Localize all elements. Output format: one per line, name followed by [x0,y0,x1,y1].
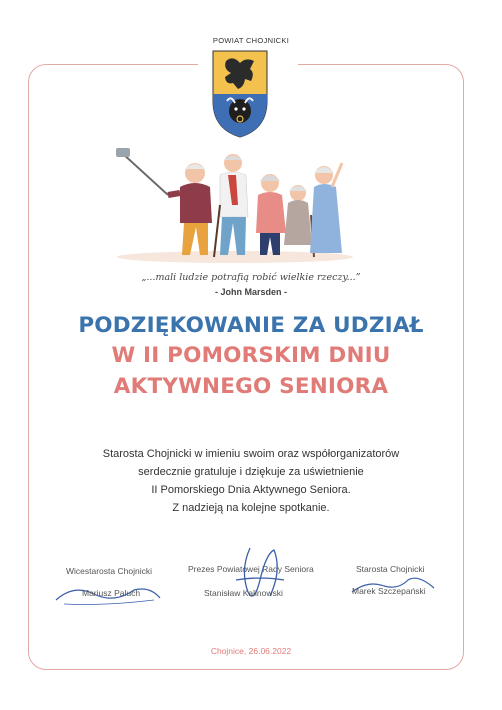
quote-text: „...mali ludzie potrafią robić wielkie rzeczy...” [141,272,361,283]
signature-name-vice-starost: Mariusz Paluch [82,588,141,598]
quote-author: - John Marsden - [214,287,287,297]
title-line-3: AKTYWNEGO SENIORA [113,374,389,399]
body-line-1: Starosta Chojnicki w imieniu swoim oraz współorganizatorów [102,448,400,460]
signature-name-starost: Marek Szczepański [352,586,426,596]
county-label: POWIAT CHOJNICKI [212,36,290,45]
signature-title-vice-starost: Wicestarosta Chojnicki [66,566,152,576]
signature-title-council-president: Prezes Powiatowej Rady Seniora [188,564,314,574]
title-line-1: PODZIĘKOWANIE ZA UDZIAŁ [78,313,424,338]
issue-date: Chojnice, 26.06.2022 [210,646,292,656]
signature-name-council-president: Stanisław Kalinowski [204,588,283,598]
signature-title-starost: Starosta Chojnicki [356,564,425,574]
signature-scribble-2 [220,540,290,610]
body-line-3: II Pomorskiego Dnia Aktywnego Seniora. [151,484,351,496]
title-line-2: W II POMORSKIM DNIU [111,343,391,368]
county-coat-of-arms-icon [211,49,269,139]
seniors-selfie-illustration [110,145,355,267]
body-line-2: serdecznie gratuluje i dziękuje za uświetnienie [138,466,364,478]
body-line-4: Z nadzieją na kolejne spotkanie. [172,502,330,514]
